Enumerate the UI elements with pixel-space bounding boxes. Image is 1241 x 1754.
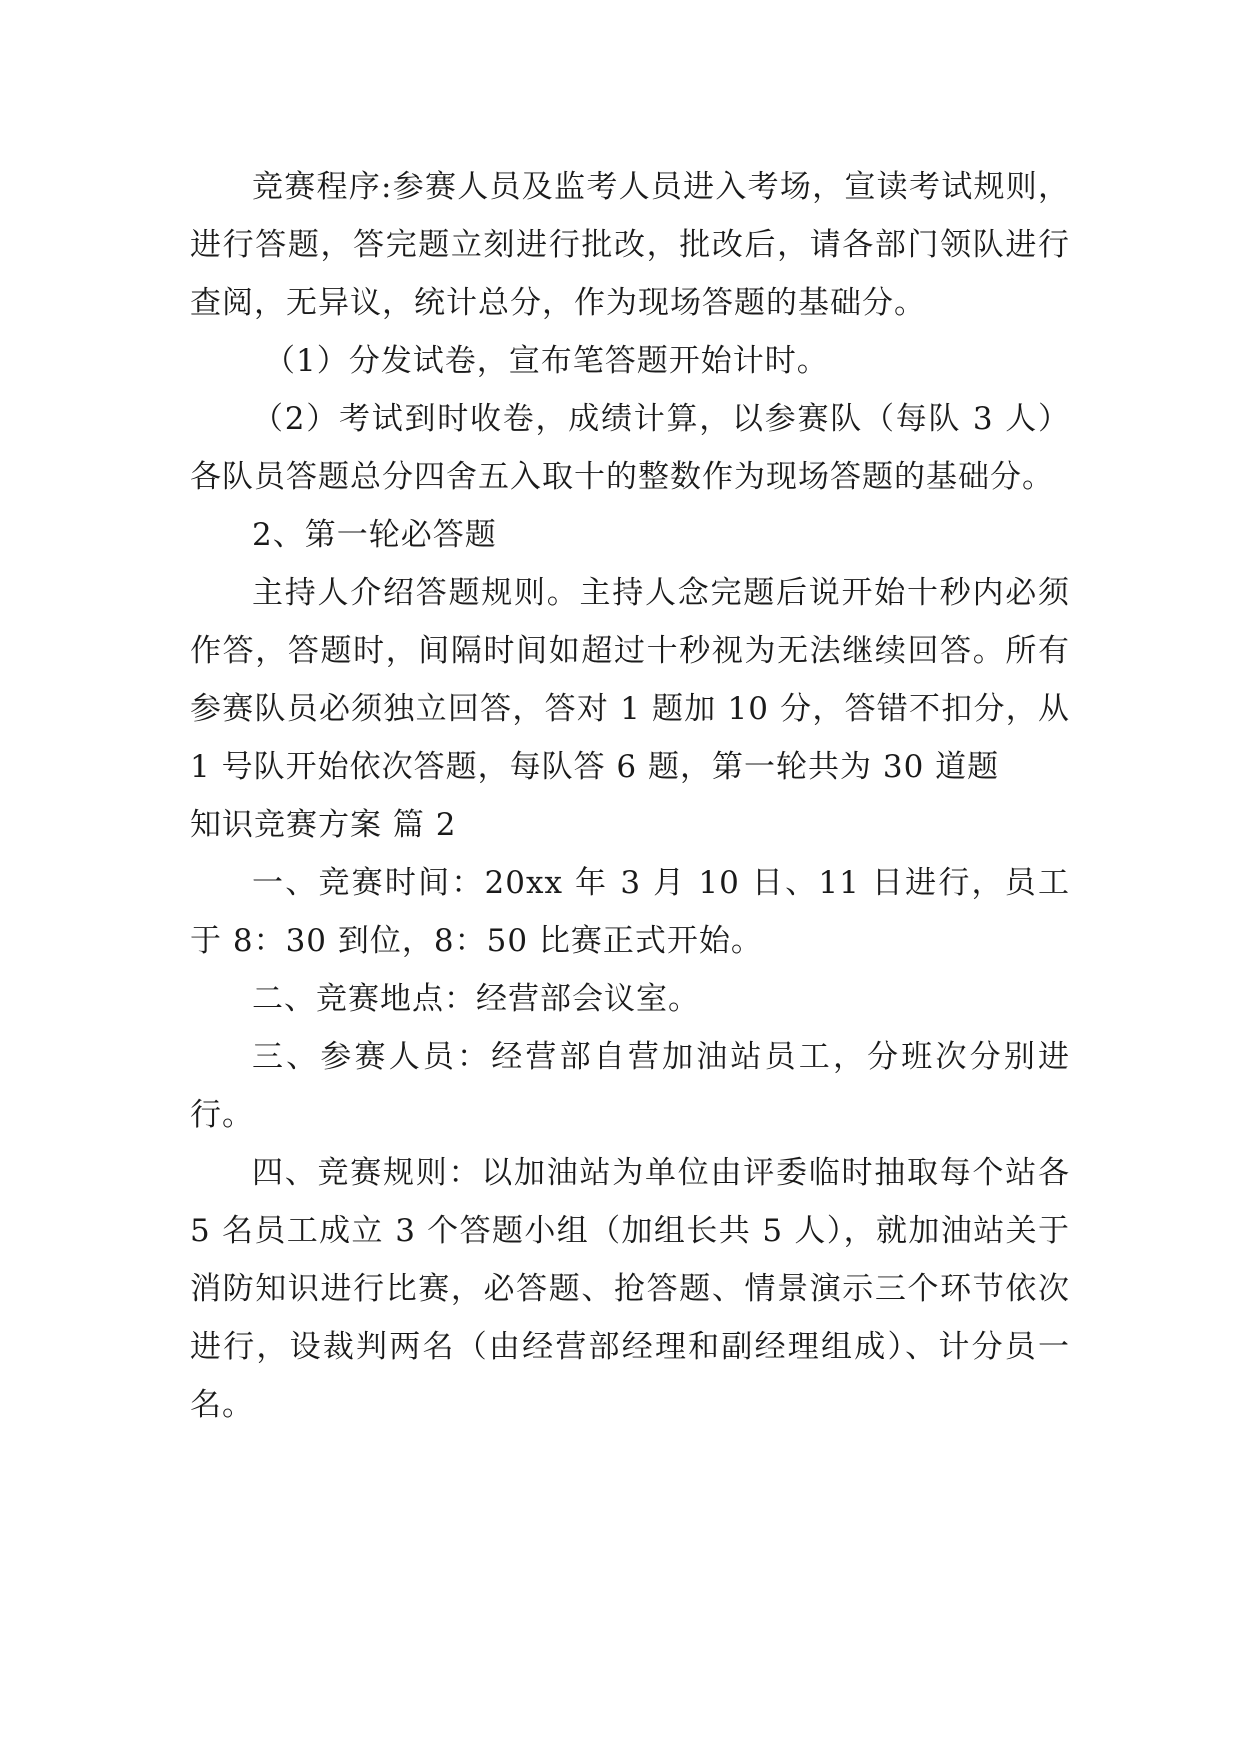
paragraph-competition-time: 一、竞赛时间：20xx 年 3 月 10 日、11 日进行，员工于 8：30 到位，8：50 比赛正式开始。: [190, 865, 1070, 959]
document-body: [190, 158, 1070, 1434]
paragraph-competition-procedure: 竞赛程序:参赛人员及监考人员进入考场，宣读考试规则，进行答题，答完题立刻进行批改，批改后，请各部门领队进行查阅，无异议，统计总分，作为现场答题的基础分。: [190, 169, 1070, 321]
paragraph-step-1: （1）分发试卷，宣布笔答题开始计时。: [264, 343, 829, 379]
paragraph-competition-rules: 四、竞赛规则：以加油站为单位由评委临时抽取每个站各 5 名员工成立 3 个答题小组（加组长共 5 人），就加油站关于消防知识进行比赛，必答题、抢答题、情景演示三个环节依次进行，设裁判两名（由经营部经理和副经理组成）、计分员一名。: [190, 1155, 1070, 1423]
paragraph-competition-location: 二、竞赛地点：经营部会议室。: [252, 981, 700, 1017]
paragraph-step-2: （2）考试到时收卷，成绩计算，以参赛队（每队 3 人）各队员答题总分四舍五入取十的整数作为现场答题的基础分。: [190, 401, 1070, 495]
paragraph-round-one-title: 2、第一轮必答题: [252, 517, 497, 553]
section-heading-plan-2: 知识竞赛方案 篇 2: [190, 807, 457, 843]
paragraph-round-one-rules: 主持人介绍答题规则。主持人念完题后说开始十秒内必须作答，答题时，间隔时间如超过十秒视为无法继续回答。所有参赛队员必须独立回答，答对 1 题加 10 分，答错不扣分，从 1 号队开始依次答题，每队答 6 题，第一轮共为 30 道题: [190, 575, 1070, 785]
paragraph-participants: 三、参赛人员：经营部自营加油站员工，分班次分别进行。: [190, 1039, 1070, 1133]
